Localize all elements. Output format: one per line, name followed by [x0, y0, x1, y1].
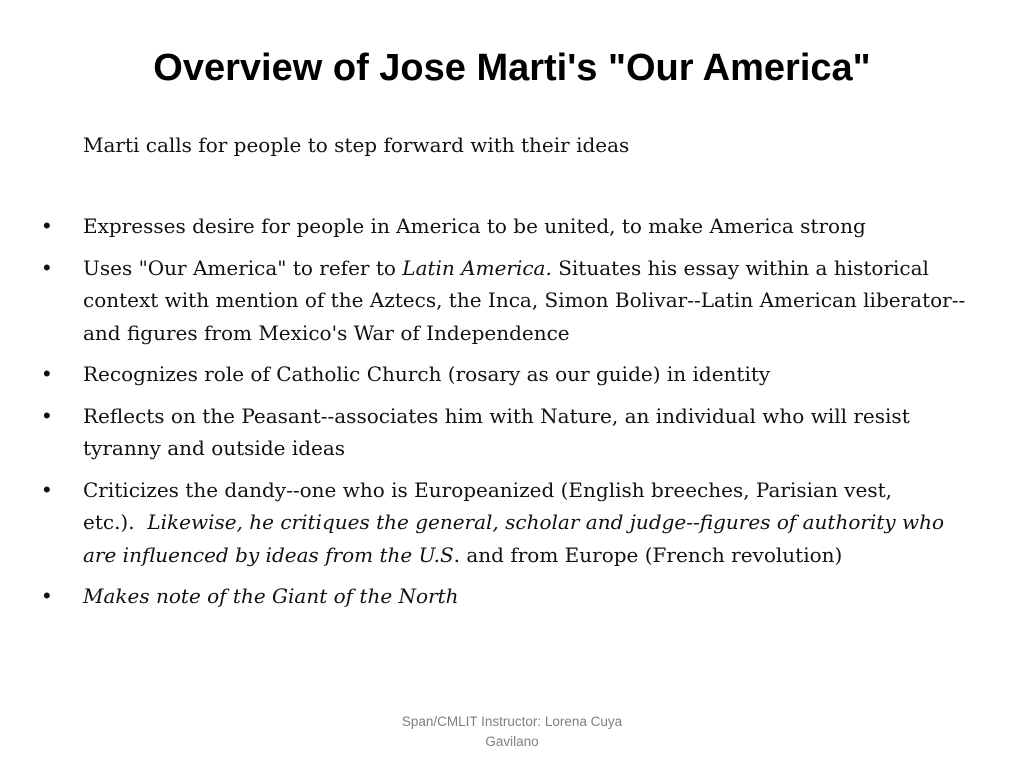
bullet-text-italic: Latin America.: [402, 255, 552, 280]
bullet-icon: •: [43, 213, 51, 238]
bullet-item: [43, 358, 978, 391]
bullet-item: [43, 474, 978, 572]
bullet-item: [43, 252, 978, 350]
bullet-text-italic: Makes note of the Giant of the North: [83, 584, 459, 608]
bullet-icon: •: [43, 254, 51, 280]
bullet-list: [43, 210, 978, 622]
bullet-text: Expresses desire for people in America to be united, to make America strong: [83, 214, 866, 238]
intro-text: Marti calls for people to step forward with their ideas: [83, 133, 630, 157]
footer-line: Span/CMLIT Instructor: Lorena Cuya: [401, 714, 623, 729]
slide-footer: [362, 712, 662, 752]
slide-title: Overview of Jose Marti's "Our America": [153, 47, 871, 89]
bullet-text: etc.).: [83, 510, 148, 534]
bullet-icon: •: [43, 402, 51, 428]
bullet-text: . and from Europe (French revolution): [453, 542, 843, 567]
bullet-icon: •: [43, 583, 51, 608]
bullet-item: [43, 400, 978, 465]
bullet-text-italic: Likewise, he critiques the general, scholar and judge--figures of authority who are influenced by ideas from the U.S: [83, 510, 945, 567]
footer-line: Gavilano: [485, 734, 539, 749]
bullet-text: Situates his essay within a historical context with mention of the Aztecs, the Inca, Simon Bolivar--Latin American liberator--and figures from Mexico's War of Independence: [83, 255, 966, 345]
bullet-text: Uses "Our America" to refer to: [83, 255, 403, 280]
bullet-item: [43, 580, 978, 613]
bullet-icon: •: [43, 361, 51, 386]
bullet-text: Reflects on the Peasant--associates him with Nature, an individual who will resist tyranny and outside ideas: [83, 403, 910, 460]
bullet-text: Recognizes role of Catholic Church (rosary as our guide) in identity: [83, 362, 771, 386]
bullet-item: [43, 210, 978, 243]
bullet-text: Criticizes the dandy--one who is Europeanized (English breeches, Parisian vest,: [83, 477, 892, 502]
bullet-icon: •: [43, 476, 51, 502]
